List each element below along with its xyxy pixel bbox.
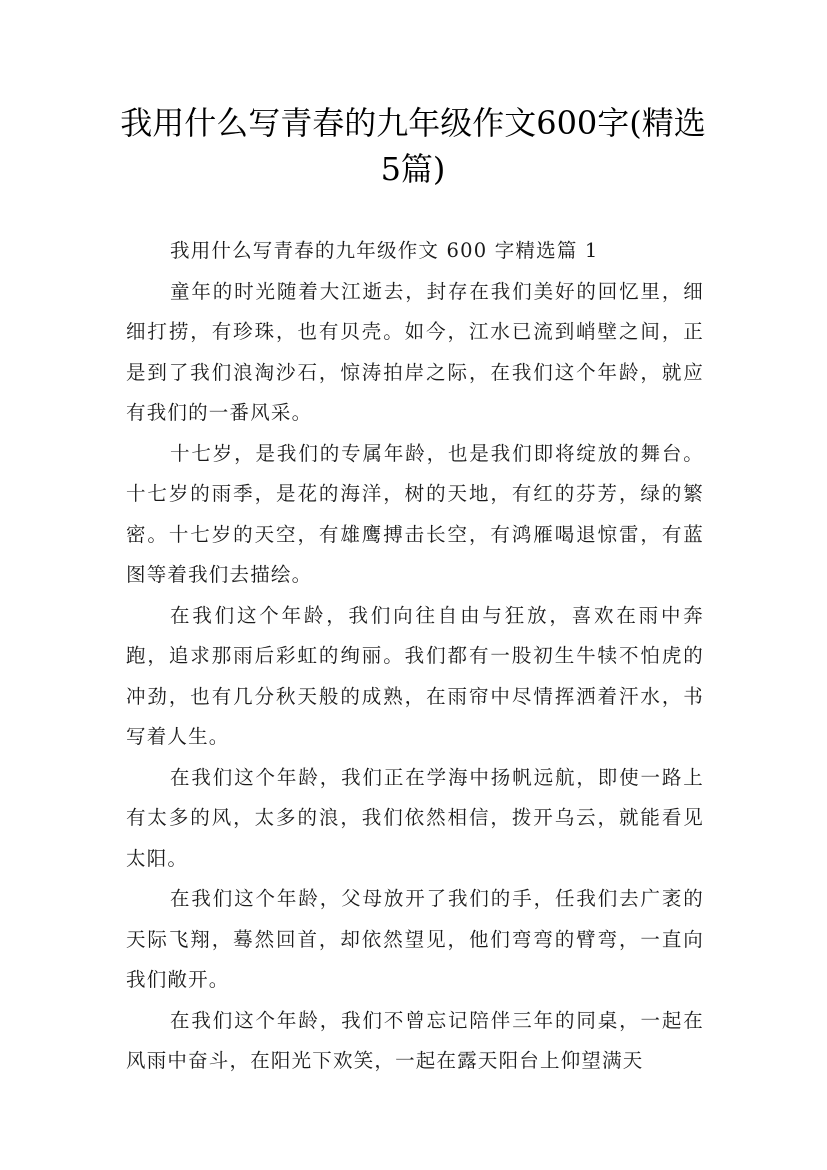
paragraph-5: 在我们这个年龄，父母放开了我们的手，任我们去广袤的天际飞翔，蓦然回首，却依然望见，他们弯弯的臂弯，一直向我们敞开。 bbox=[126, 887, 704, 991]
paragraph-4: 在我们这个年龄，我们正在学海中扬帆远航，即使一路上有太多的风，太多的浪，我们依然相信，拨开乌云，就能看见太阳。 bbox=[126, 765, 704, 870]
document-title bbox=[118, 100, 708, 192]
section-heading: 我用什么写青春的九年级作文 600 字精选篇 1 bbox=[170, 239, 599, 262]
title-line-1: 我用什么写青春的九年级作文600字(精选 bbox=[120, 104, 706, 142]
paragraph-3: 在我们这个年龄，我们向往自由与狂放，喜欢在雨中奔跑，追求那雨后彩虹的绚丽。我们都有一股初生牛犊不怕虎的冲劲，也有几分秋天般的成熟，在雨帘中尽情挥洒着汗水，书写着人生。 bbox=[126, 603, 704, 748]
paragraph-1: 童年的时光随着大江逝去，封存在我们美好的回忆里，细细打捞，有珍珠，也有贝壳。如今，江水已流到峭壁之间，正是到了我们浪淘沙石，惊涛拍岸之际，在我们这个年龄，就应有我们的一番风采。 bbox=[126, 279, 704, 424]
paragraph-2: 十七岁，是我们的专属年龄，也是我们即将绽放的舞台。十七岁的雨季，是花的海洋，树的天地，有红的芬芳，绿的繁密。十七岁的天空，有雄鹰搏击长空，有鸿雁喝退惊雷，有蓝图等着我们去描绘。 bbox=[126, 441, 704, 586]
article-body bbox=[126, 231, 704, 1082]
title-line-2: 5篇) bbox=[380, 150, 446, 188]
paragraph-6: 在我们这个年龄，我们不曾忘记陪伴三年的同桌，一起在风雨中奋斗，在阳光下欢笑，一起在露天阳台上仰望满天 bbox=[126, 1008, 704, 1072]
